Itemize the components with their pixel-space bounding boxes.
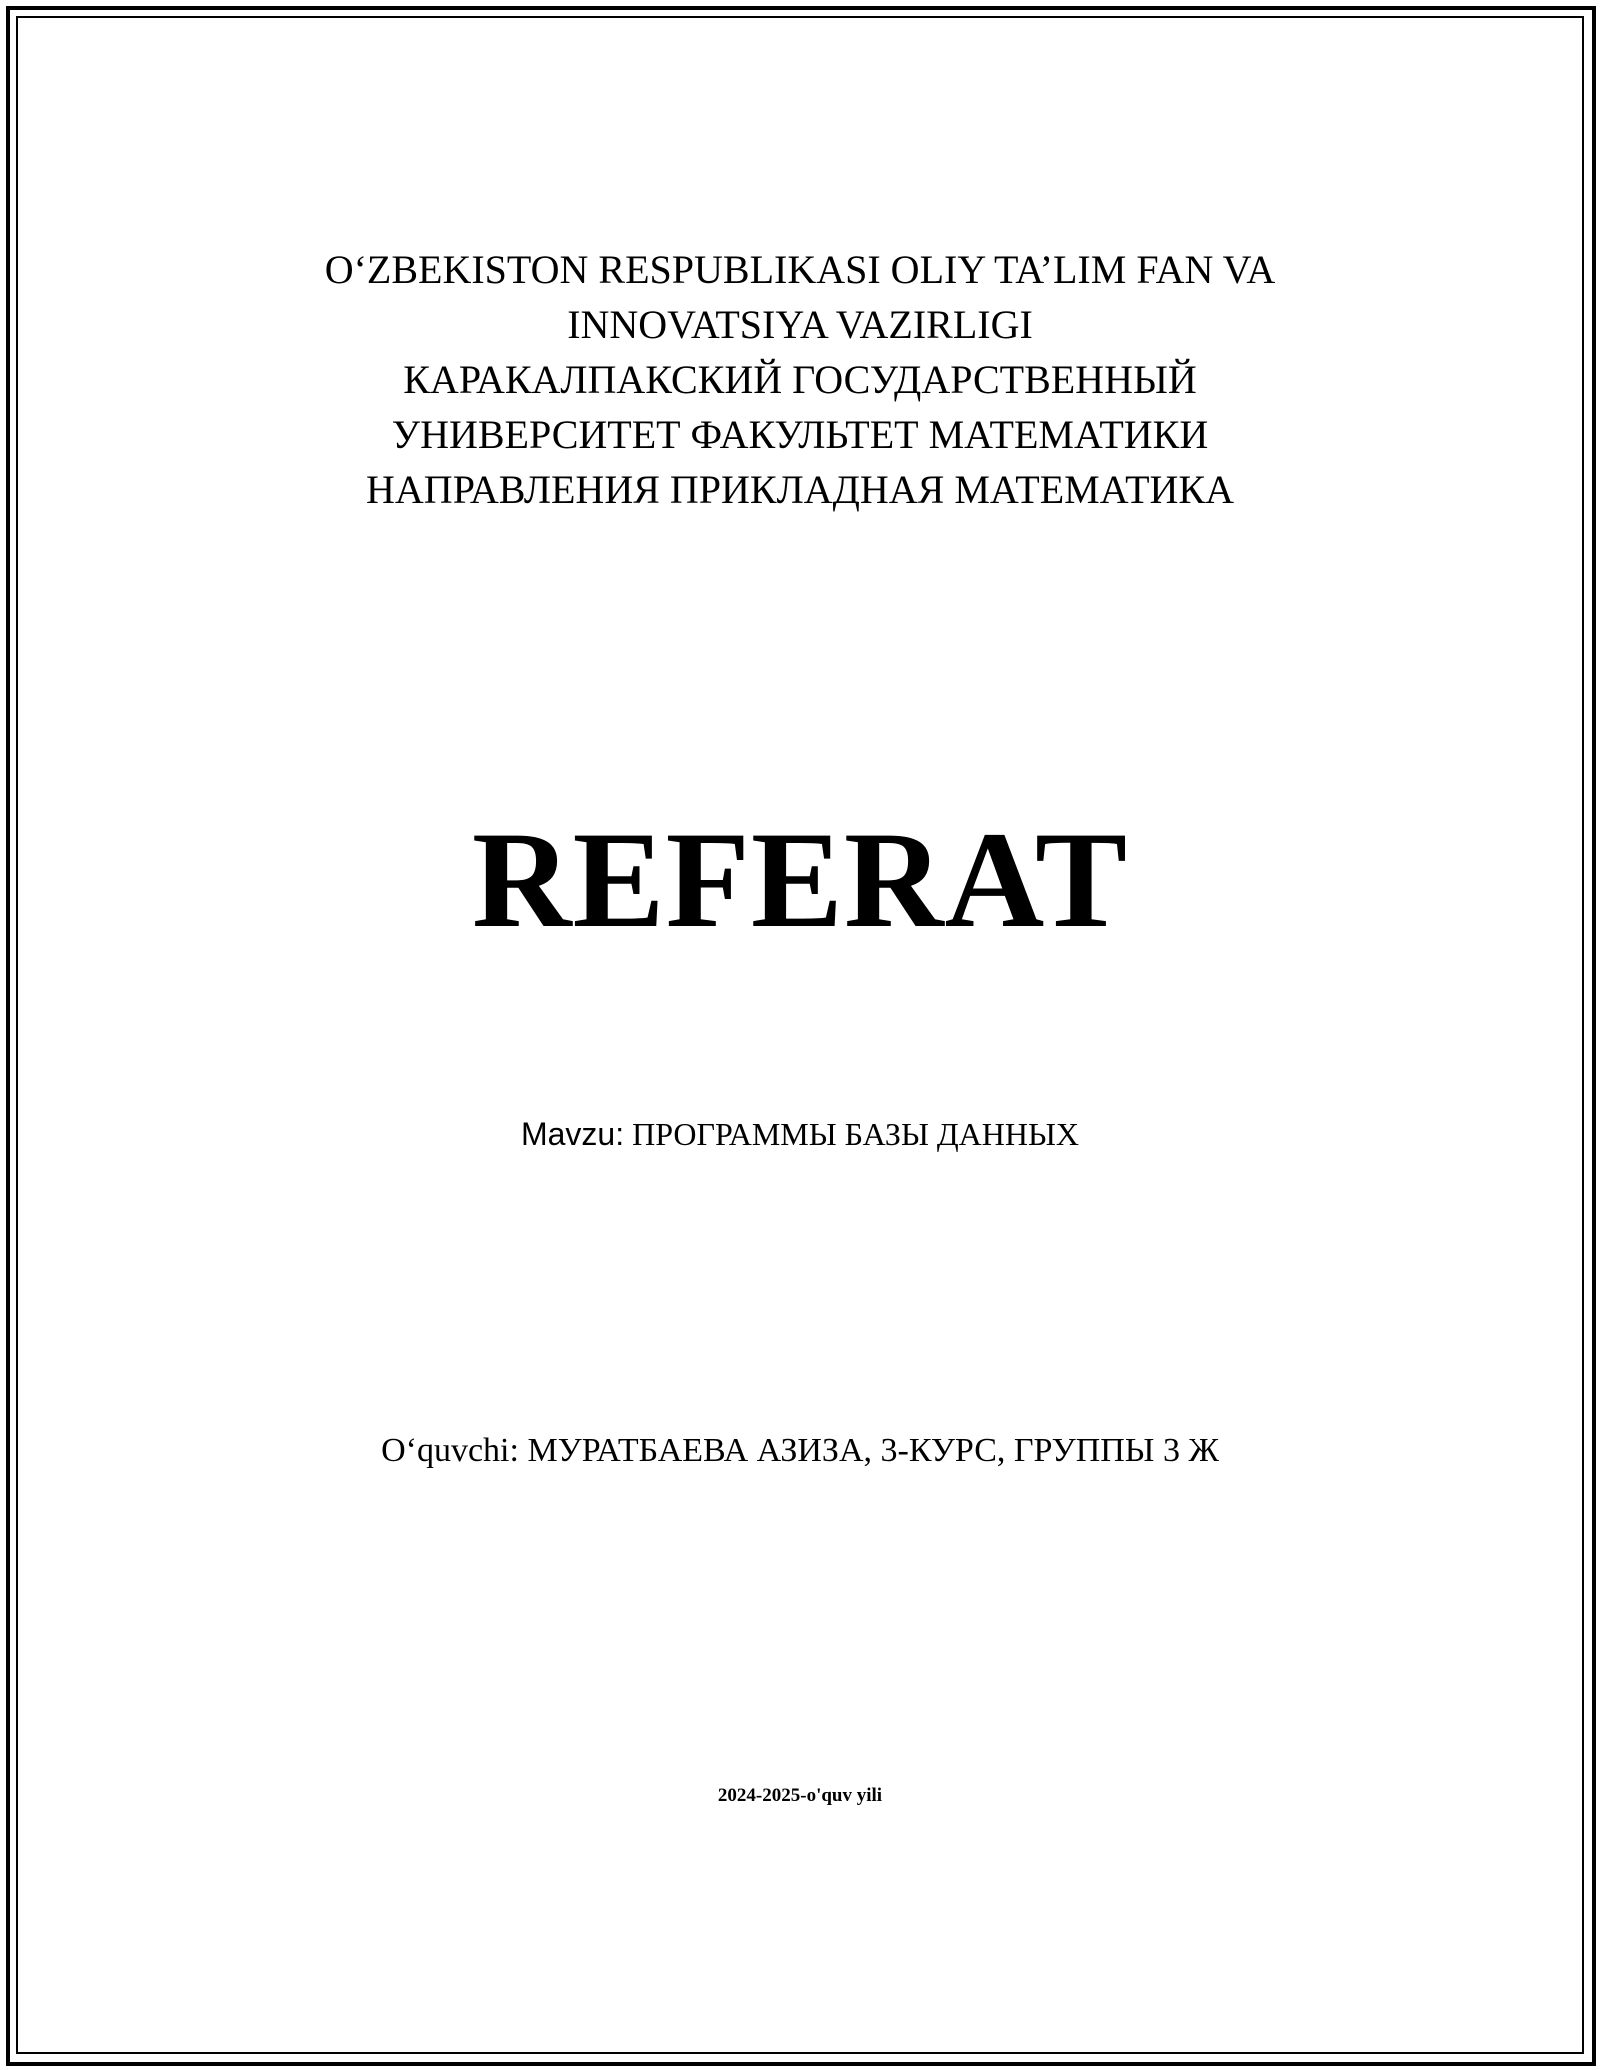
student-label: O‘quvchi: (381, 1432, 519, 1469)
header-line-ministry-2: INNOVATSIYA VAZIRLIGI (567, 302, 1033, 347)
institution-header (0, 242, 1600, 517)
document-title: REFERAT (471, 803, 1129, 956)
header-line-department: НАПРАВЛЕНИЯ ПРИКЛАДНАЯ МАТЕМАТИКА (366, 467, 1234, 512)
academic-year: 2024-2025-o'quv yili (717, 1785, 883, 1806)
header-line-university-1: КАРАКАЛПАКСКИЙ ГОСУДАРСТВЕННЫЙ (403, 357, 1197, 402)
topic-value: ПРОГРАММЫ БАЗЫ ДАННЫХ (624, 1116, 1080, 1152)
header-line-university-2: УНИВЕРСИТЕТ ФАКУЛЬТЕТ МАТЕМАТИКИ (391, 412, 1209, 457)
header-line-ministry-1: O‘ZBEKISTON RESPUBLIKASI OLIY TA’LIM FAN VA (324, 247, 1276, 292)
student-line (0, 1428, 1600, 1474)
topic-line (0, 1112, 1600, 1156)
topic-label: Mavzu: (520, 1116, 625, 1152)
student-value: МУРАТБАЕВА АЗИЗА, 3-КУРС, ГРУППЫ 3 Ж (518, 1432, 1219, 1469)
